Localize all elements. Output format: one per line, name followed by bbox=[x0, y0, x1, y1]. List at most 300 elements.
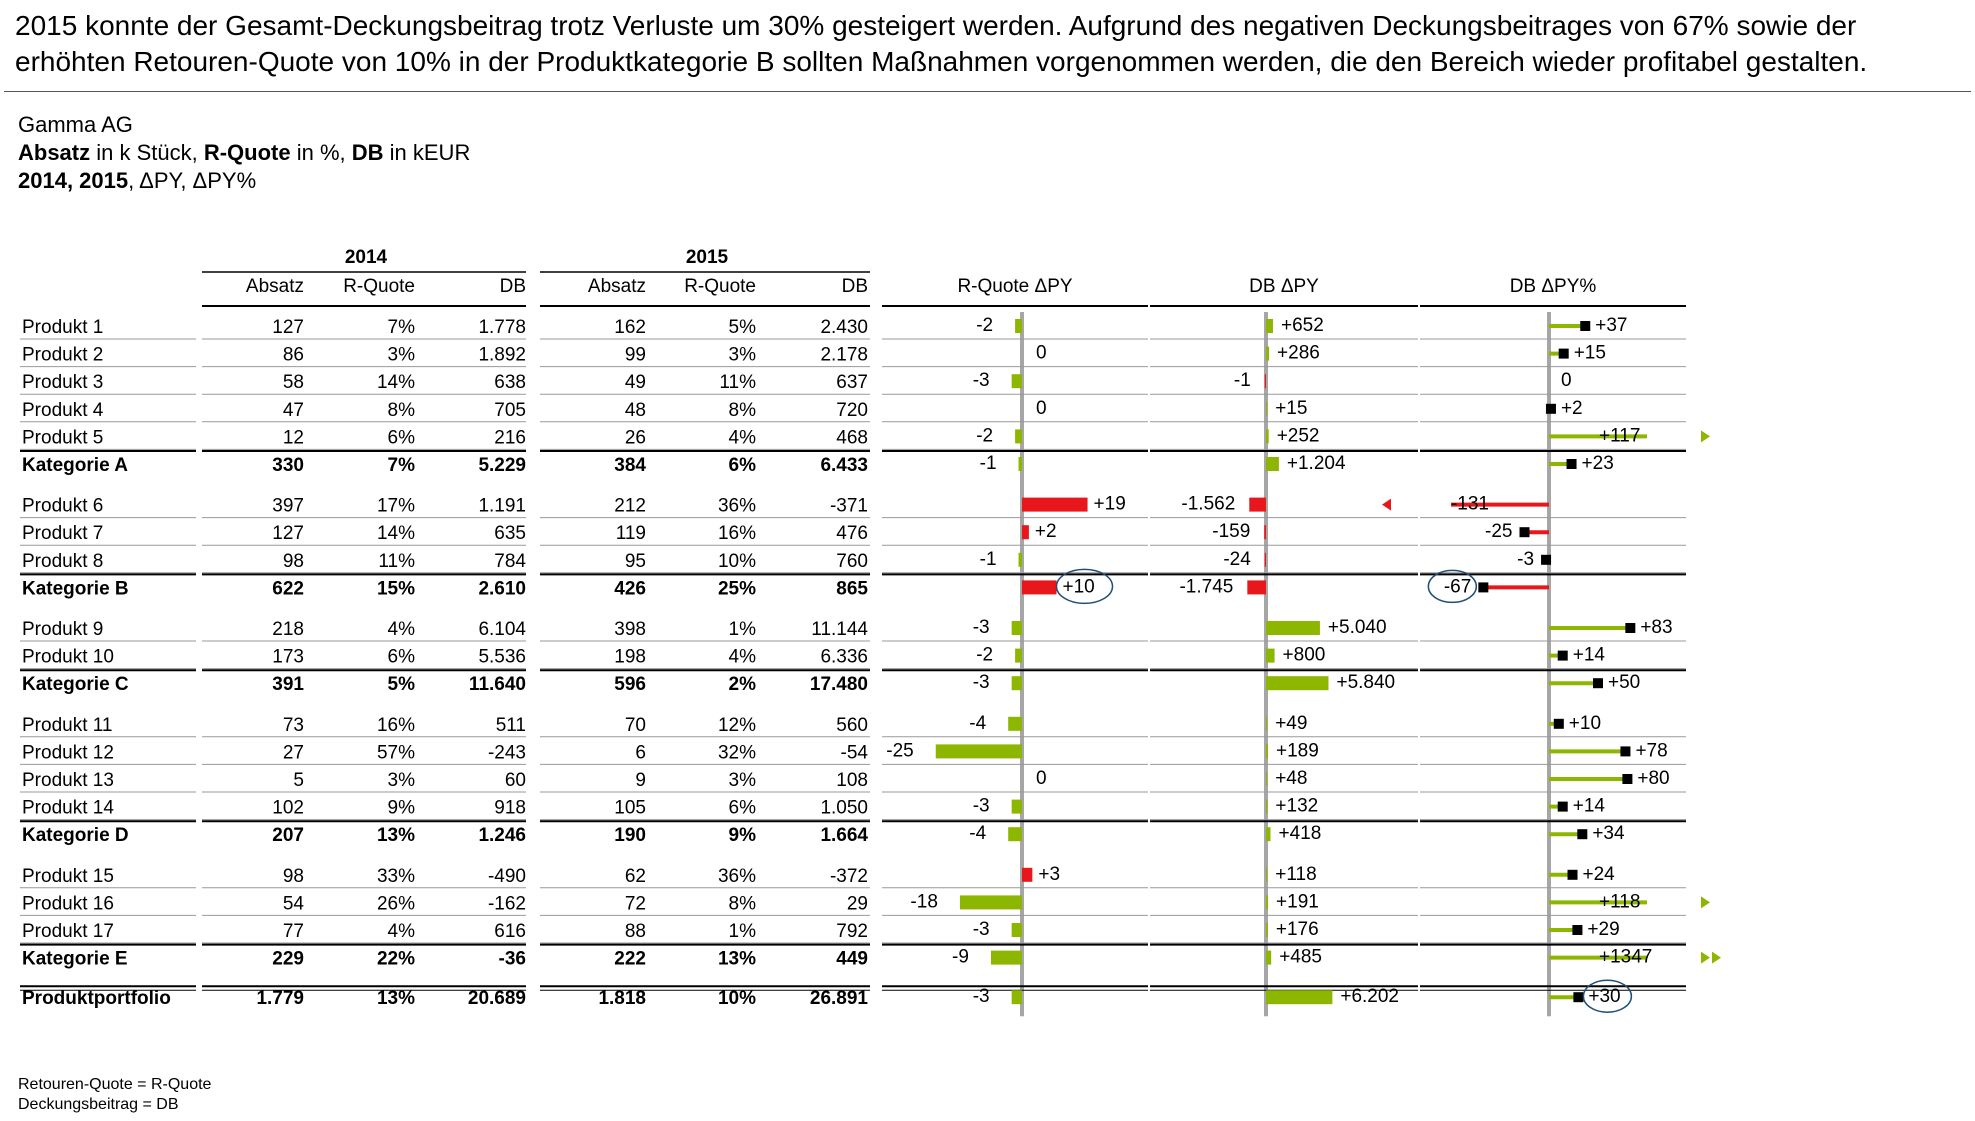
table-cell: 47 bbox=[282, 399, 304, 421]
table-cell: 8% bbox=[387, 399, 415, 421]
table-cell: 760 bbox=[836, 550, 868, 572]
table-cell: 99 bbox=[624, 344, 646, 366]
db-variance-bar bbox=[1266, 676, 1328, 690]
product-label: Produkt 2 bbox=[22, 344, 104, 366]
db-pct-label: +14 bbox=[1572, 795, 1605, 817]
table-cell: 3% bbox=[728, 344, 756, 366]
category-label: Kategorie E bbox=[22, 948, 128, 970]
table-cell: 330 bbox=[272, 455, 304, 476]
table-cell: 102 bbox=[272, 797, 304, 819]
rquote-variance-bar bbox=[1019, 457, 1022, 471]
footnote-rquote: Retouren-Quote = R-Quote bbox=[18, 1076, 212, 1093]
db-pct-label: +117 bbox=[1599, 425, 1641, 447]
table-cell: 1.778 bbox=[478, 317, 526, 338]
table-cell: 9 bbox=[635, 770, 646, 791]
db-pct-label: +14 bbox=[1572, 644, 1605, 666]
db-pct-label: +50 bbox=[1608, 672, 1641, 694]
table-cell: 397 bbox=[272, 495, 304, 517]
rquote-variance-label: -3 bbox=[972, 672, 990, 694]
table-cell: 17.480 bbox=[809, 674, 868, 696]
db-pct-marker bbox=[1573, 992, 1583, 1002]
table-cell: 560 bbox=[836, 714, 868, 736]
table-cell: 638 bbox=[494, 372, 526, 394]
table-cell: 36% bbox=[717, 865, 756, 887]
table-cell: 9% bbox=[387, 797, 415, 819]
table-cell: 29 bbox=[846, 893, 868, 915]
table-cell: 391 bbox=[272, 674, 304, 696]
product-label: Produkt 8 bbox=[22, 550, 104, 572]
table-cell: 173 bbox=[272, 646, 304, 668]
period-years: 2014, 2015 bbox=[18, 168, 129, 193]
product-label: Produkt 3 bbox=[22, 372, 104, 394]
table-cell: 426 bbox=[614, 578, 646, 600]
db-pct-label: +29 bbox=[1587, 919, 1620, 940]
table-cell: 127 bbox=[272, 523, 304, 545]
product-label: Produkt 5 bbox=[22, 427, 104, 449]
table-cell: 1.779 bbox=[256, 988, 304, 1010]
table-cell: 216 bbox=[494, 427, 526, 449]
table-cell: 384 bbox=[614, 455, 646, 476]
rquote-variance-bar bbox=[1012, 676, 1022, 690]
table-cell: 222 bbox=[614, 948, 646, 970]
unit-rquote: in %, bbox=[290, 140, 352, 165]
table-cell: 6% bbox=[728, 797, 756, 819]
category-label: Produktportfolio bbox=[22, 988, 171, 1010]
table-cell: 198 bbox=[614, 646, 646, 668]
table-cell: 8% bbox=[728, 399, 756, 421]
year-header-2014: 2014 bbox=[344, 247, 388, 268]
rquote-variance-label: 0 bbox=[1036, 342, 1047, 364]
db-variance-bar bbox=[1265, 553, 1266, 567]
db-variance-label: -159 bbox=[1212, 521, 1251, 543]
table-cell: 5.229 bbox=[478, 455, 526, 476]
table-cell: 3% bbox=[387, 344, 415, 366]
db-pct-overflow-arrow bbox=[1382, 499, 1391, 511]
table-cell: 9% bbox=[728, 825, 756, 847]
table-cell: 16% bbox=[376, 714, 415, 736]
category-label: Kategorie C bbox=[22, 674, 129, 696]
db-pct-label: +30 bbox=[1588, 986, 1621, 1008]
table-cell: 1.246 bbox=[478, 825, 526, 847]
rquote-variance-bar bbox=[1012, 621, 1022, 635]
table-cell: 95 bbox=[624, 550, 646, 572]
db-variance-bar bbox=[1266, 649, 1275, 663]
table-cell: 596 bbox=[614, 674, 646, 696]
db-variance-bar bbox=[1266, 990, 1332, 1004]
table-cell: 49 bbox=[624, 372, 646, 394]
table-cell: 27 bbox=[282, 742, 304, 764]
table-cell: 8% bbox=[728, 893, 756, 915]
table-cell: 26% bbox=[376, 893, 415, 915]
footnote-db: Deckungsbeitrag = DB bbox=[18, 1096, 179, 1113]
table-cell: 616 bbox=[494, 921, 526, 942]
table-cell: 4% bbox=[387, 921, 415, 942]
table-cell: 15% bbox=[376, 578, 415, 600]
table-cell: 218 bbox=[272, 619, 304, 640]
product-label: Produkt 1 bbox=[22, 317, 104, 338]
table-cell: 86 bbox=[282, 344, 304, 366]
table-cell: 476 bbox=[836, 523, 868, 545]
table-cell: 105 bbox=[614, 797, 646, 819]
chart-header: DB ΔPY% bbox=[1509, 276, 1597, 297]
rquote-variance-label: -1 bbox=[979, 548, 997, 570]
table-cell: 14% bbox=[376, 372, 415, 394]
rquote-variance-label: -1 bbox=[979, 453, 997, 474]
table-cell: 2.178 bbox=[820, 344, 868, 366]
db-pct-label: -3 bbox=[1517, 548, 1535, 570]
table-cell: 1.818 bbox=[598, 988, 646, 1010]
table-cell: 398 bbox=[614, 619, 646, 640]
unit-db: in kEUR bbox=[383, 140, 471, 165]
table-cell: 16% bbox=[717, 523, 756, 545]
rquote-variance-label: -4 bbox=[969, 823, 987, 845]
table-cell: 511 bbox=[495, 714, 526, 736]
table-cell: -371 bbox=[829, 495, 868, 517]
table-cell: 635 bbox=[494, 523, 526, 545]
column-header: Absatz bbox=[587, 276, 646, 297]
rquote-variance-label: -18 bbox=[910, 891, 938, 913]
db-pct-marker bbox=[1520, 527, 1530, 537]
table-cell: 13% bbox=[717, 948, 756, 970]
db-pct-marker bbox=[1577, 829, 1587, 839]
table-cell: 1.892 bbox=[478, 344, 526, 366]
table-cell: 1.664 bbox=[820, 825, 868, 847]
db-pct-overflow-arrow bbox=[1701, 430, 1710, 442]
table-cell: 792 bbox=[836, 921, 868, 942]
db-pct-label: 0 bbox=[1561, 370, 1572, 392]
rquote-variance-label: -3 bbox=[972, 617, 990, 638]
rquote-variance-label: -2 bbox=[976, 644, 994, 666]
db-pct-label: +37 bbox=[1595, 315, 1628, 336]
db-pct-marker bbox=[1620, 746, 1630, 756]
period-variance: , ΔPY, ΔPY% bbox=[128, 168, 257, 193]
table-cell: 57% bbox=[376, 742, 415, 764]
table-cell: 36% bbox=[717, 495, 756, 517]
table-cell: 54 bbox=[282, 893, 304, 915]
column-header: R-Quote bbox=[684, 276, 756, 297]
rquote-variance-label: 0 bbox=[1036, 768, 1047, 789]
db-variance-bar bbox=[1266, 951, 1271, 965]
db-variance-bar bbox=[1266, 772, 1267, 786]
db-variance-label: +132 bbox=[1275, 795, 1319, 817]
db-variance-label: +418 bbox=[1278, 823, 1322, 845]
rquote-variance-bar bbox=[1022, 868, 1032, 882]
db-pct-label: +10 bbox=[1568, 712, 1602, 734]
table-cell: 6.433 bbox=[820, 455, 868, 476]
rquote-variance-label: -2 bbox=[976, 425, 994, 447]
category-label: Kategorie A bbox=[22, 455, 128, 476]
table-cell: -54 bbox=[840, 742, 868, 764]
db-variance-label: -1.745 bbox=[1179, 576, 1234, 598]
chart-header: R-Quote ΔPY bbox=[957, 276, 1073, 297]
chart-header: DB ΔPY bbox=[1249, 276, 1319, 297]
table-cell: -490 bbox=[487, 865, 526, 887]
table-cell: 32% bbox=[717, 742, 756, 764]
table-cell: 14% bbox=[376, 523, 415, 545]
product-label: Produkt 17 bbox=[22, 921, 114, 942]
table-cell: 98 bbox=[282, 865, 304, 887]
product-label: Produkt 12 bbox=[22, 742, 114, 764]
db-pct-label: +83 bbox=[1640, 617, 1673, 638]
category-label: Kategorie B bbox=[22, 578, 129, 600]
table-cell: 6% bbox=[728, 455, 756, 476]
db-variance-bar bbox=[1266, 895, 1268, 909]
product-label: Produkt 14 bbox=[22, 797, 114, 819]
db-variance-bar bbox=[1264, 525, 1266, 539]
table-cell: -372 bbox=[829, 865, 868, 887]
db-variance-label: -24 bbox=[1223, 548, 1251, 570]
db-variance-bar bbox=[1266, 429, 1269, 443]
rquote-variance-bar bbox=[1022, 525, 1029, 539]
product-label: Produkt 13 bbox=[22, 770, 114, 791]
db-variance-label: +6.202 bbox=[1340, 986, 1400, 1008]
table-cell: 637 bbox=[836, 372, 868, 394]
table-cell: 5% bbox=[728, 317, 756, 338]
rquote-variance-label: +3 bbox=[1038, 863, 1061, 885]
db-variance-bar bbox=[1266, 402, 1267, 416]
db-pct-label: -67 bbox=[1443, 576, 1472, 598]
db-variance-bar bbox=[1247, 580, 1266, 594]
db-pct-overflow-arrow bbox=[1712, 952, 1721, 964]
rquote-variance-label: -3 bbox=[972, 370, 990, 392]
rquote-variance-label: +2 bbox=[1034, 521, 1057, 543]
db-variance-bar bbox=[1266, 923, 1268, 937]
table-cell: 449 bbox=[836, 948, 868, 970]
category-label: Kategorie D bbox=[22, 825, 129, 847]
table-cell: 468 bbox=[836, 427, 868, 449]
db-pct-marker bbox=[1546, 404, 1556, 414]
table-cell: 784 bbox=[494, 550, 526, 572]
table-cell: 207 bbox=[272, 825, 304, 847]
table-cell: 6% bbox=[387, 427, 415, 449]
db-variance-label: +286 bbox=[1277, 342, 1320, 364]
db-variance-bar bbox=[1266, 347, 1269, 361]
db-variance-bar bbox=[1266, 621, 1320, 635]
table-cell: 2.610 bbox=[478, 578, 526, 600]
db-variance-bar bbox=[1266, 744, 1268, 758]
column-header: DB bbox=[841, 276, 868, 297]
table-cell: 58 bbox=[282, 372, 304, 394]
db-variance-label: +49 bbox=[1275, 712, 1308, 734]
db-pct-label: +15 bbox=[1573, 342, 1606, 364]
table-cell: 6 bbox=[635, 742, 646, 764]
column-header: R-Quote bbox=[343, 276, 415, 297]
db-pct-label: -25 bbox=[1485, 521, 1513, 543]
db-pct-marker bbox=[1554, 719, 1564, 729]
table-cell: 11.144 bbox=[811, 619, 868, 640]
product-label: Produkt 7 bbox=[22, 523, 104, 545]
table-cell: 22% bbox=[376, 948, 415, 970]
table-cell: 108 bbox=[836, 770, 868, 791]
table-cell: 88 bbox=[624, 921, 646, 942]
rquote-variance-label: -3 bbox=[972, 986, 990, 1008]
unit-absatz: in k Stück, bbox=[90, 140, 204, 165]
table-cell: 13% bbox=[376, 988, 415, 1010]
db-variance-label: +252 bbox=[1276, 425, 1320, 447]
db-variance-bar bbox=[1265, 374, 1266, 388]
table-cell: 229 bbox=[272, 948, 304, 970]
db-pct-label: -131 bbox=[1450, 493, 1489, 515]
table-cell: 2% bbox=[728, 674, 756, 696]
rquote-variance-bar bbox=[1012, 923, 1022, 937]
table-cell: 865 bbox=[836, 578, 868, 600]
product-label: Produkt 9 bbox=[22, 619, 104, 640]
table-cell: 11% bbox=[719, 372, 756, 394]
db-variance-label: +48 bbox=[1275, 768, 1308, 789]
table-cell: 1.191 bbox=[478, 495, 526, 517]
table-cell: 10% bbox=[717, 988, 756, 1010]
db-variance-bar bbox=[1266, 827, 1270, 841]
table-cell: 10% bbox=[717, 550, 756, 572]
table-cell: 127 bbox=[272, 317, 304, 338]
rquote-variance-bar bbox=[936, 744, 1022, 758]
table-cell: 1% bbox=[728, 619, 756, 640]
db-pct-marker bbox=[1593, 678, 1603, 688]
table-cell: 3% bbox=[387, 770, 415, 791]
table-cell: 3% bbox=[728, 770, 756, 791]
table-cell: 48 bbox=[624, 399, 646, 421]
db-variance-label: -1.562 bbox=[1181, 493, 1236, 515]
db-variance-bar bbox=[1266, 319, 1273, 333]
table-cell: 7% bbox=[387, 455, 415, 476]
table-cell: 5.536 bbox=[478, 646, 526, 668]
rquote-variance-bar bbox=[991, 951, 1022, 965]
table-cell: 33% bbox=[376, 865, 415, 887]
rquote-variance-bar bbox=[1012, 800, 1022, 814]
rquote-variance-label: -3 bbox=[972, 795, 990, 817]
db-variance-label: +652 bbox=[1280, 315, 1324, 336]
db-pct-marker bbox=[1558, 651, 1568, 661]
db-pct-label: +118 bbox=[1599, 891, 1641, 913]
db-variance-label: +118 bbox=[1275, 863, 1317, 885]
db-pct-label: +23 bbox=[1581, 453, 1614, 474]
table-cell: 73 bbox=[282, 714, 304, 736]
db-variance-label: -1 bbox=[1233, 370, 1251, 392]
table-cell: 25% bbox=[717, 578, 756, 600]
table-cell: 6% bbox=[387, 646, 415, 668]
product-label: Produkt 16 bbox=[22, 893, 114, 915]
table-cell: 1.050 bbox=[820, 797, 868, 819]
db-pct-label: +24 bbox=[1582, 863, 1615, 885]
rquote-variance-bar bbox=[1015, 319, 1022, 333]
rquote-variance-bar bbox=[1008, 717, 1022, 731]
table-cell: 5 bbox=[293, 770, 304, 791]
rquote-variance-bar bbox=[1015, 429, 1022, 443]
table-cell: 20.689 bbox=[467, 988, 526, 1010]
db-pct-marker bbox=[1559, 349, 1569, 359]
table-cell: 162 bbox=[614, 317, 646, 338]
rquote-variance-label: -9 bbox=[952, 946, 969, 968]
table-cell: 7% bbox=[387, 317, 415, 338]
db-pct-marker bbox=[1622, 774, 1632, 784]
table-cell: 119 bbox=[615, 523, 646, 545]
table-cell: 12 bbox=[282, 427, 304, 449]
table-cell: 13% bbox=[376, 825, 415, 847]
db-variance-bar bbox=[1266, 457, 1279, 471]
headline: 2015 konnte der Gesamt-Deckungsbeitrag trotz Verluste um 30% gesteigert werden. Aufgrund des negativen Deckungsbeitrages von 67% sowie der erhöhten Retouren-Quote von 10% in der Produktkategorie B sollten Maßnahmen vorgenommen werden, die den Bereich wieder profitabel gestalten. bbox=[15, 10, 1868, 77]
db-pct-marker bbox=[1572, 925, 1582, 935]
rquote-variance-label: +10 bbox=[1062, 576, 1095, 598]
db-pct-label: +80 bbox=[1637, 768, 1670, 789]
rquote-variance-bar bbox=[1022, 498, 1088, 512]
table-cell: 4% bbox=[728, 427, 756, 449]
db-variance-label: +176 bbox=[1275, 919, 1319, 940]
db-pct-marker bbox=[1567, 459, 1577, 469]
footnotes bbox=[18, 1075, 211, 1115]
db-variance-bar bbox=[1266, 800, 1267, 814]
table-cell: 2.430 bbox=[820, 317, 868, 338]
table-cell: 1% bbox=[728, 921, 756, 942]
rquote-variance-label: -25 bbox=[886, 740, 914, 762]
db-pct-label: +2 bbox=[1560, 397, 1583, 419]
db-pct-marker bbox=[1625, 623, 1635, 633]
table-cell: 6.336 bbox=[820, 646, 868, 668]
table-cell: 77 bbox=[282, 921, 304, 942]
table-cell: 622 bbox=[272, 578, 304, 600]
db-variance-label: +189 bbox=[1276, 740, 1319, 762]
table-cell: 4% bbox=[387, 619, 415, 640]
db-pct-overflow-arrow bbox=[1701, 896, 1710, 908]
rquote-variance-bar bbox=[960, 895, 1022, 909]
table-cell: 705 bbox=[494, 399, 526, 421]
rquote-variance-bar bbox=[1022, 580, 1057, 594]
table-cell: 70 bbox=[624, 714, 646, 736]
table-cell: 98 bbox=[282, 550, 304, 572]
table-cell: 11% bbox=[378, 550, 415, 572]
db-variance-label: +800 bbox=[1282, 644, 1326, 666]
db-pct-label: +1347 bbox=[1599, 946, 1653, 968]
measure-absatz: Absatz bbox=[18, 140, 91, 165]
db-variance-bar bbox=[1266, 868, 1267, 882]
column-header: Absatz bbox=[245, 276, 304, 297]
table-cell: -36 bbox=[498, 948, 526, 970]
product-label: Produkt 6 bbox=[22, 495, 104, 517]
product-label: Produkt 4 bbox=[22, 399, 104, 421]
table-cell: 72 bbox=[624, 893, 646, 915]
table-cell: 720 bbox=[836, 399, 868, 421]
db-variance-label: +5.040 bbox=[1327, 617, 1387, 638]
db-variance-bar bbox=[1249, 498, 1266, 512]
table-cell: 26.891 bbox=[809, 988, 868, 1010]
table-cell: 190 bbox=[614, 825, 646, 847]
measure-db: DB bbox=[351, 140, 384, 165]
company-name: Gamma AG bbox=[18, 112, 133, 137]
product-label: Produkt 15 bbox=[22, 865, 114, 887]
db-pct-marker bbox=[1541, 555, 1551, 565]
table-cell: 62 bbox=[624, 865, 646, 887]
table-cell: -162 bbox=[487, 893, 526, 915]
db-pct-label: +78 bbox=[1635, 740, 1668, 762]
rquote-variance-bar bbox=[1008, 827, 1022, 841]
db-pct-marker bbox=[1568, 870, 1578, 880]
table-cell: 60 bbox=[504, 770, 526, 791]
db-pct-label: +34 bbox=[1592, 823, 1625, 845]
db-pct-overflow-arrow bbox=[1701, 952, 1710, 964]
db-variance-label: +191 bbox=[1276, 891, 1319, 913]
rquote-variance-label: -3 bbox=[972, 919, 990, 940]
db-variance-label: +15 bbox=[1275, 397, 1308, 419]
table-cell: 918 bbox=[494, 797, 526, 819]
table-cell: 212 bbox=[614, 495, 646, 517]
table-cell: 6.104 bbox=[478, 619, 526, 640]
measure-rquote: R-Quote bbox=[203, 140, 291, 165]
rquote-variance-label: +19 bbox=[1093, 493, 1126, 515]
rquote-variance-bar bbox=[1012, 374, 1022, 388]
table-cell: 11.640 bbox=[468, 674, 526, 696]
rquote-variance-label: 0 bbox=[1036, 397, 1047, 419]
table-cell: 4% bbox=[728, 646, 756, 668]
table-cell: 5% bbox=[387, 674, 415, 696]
